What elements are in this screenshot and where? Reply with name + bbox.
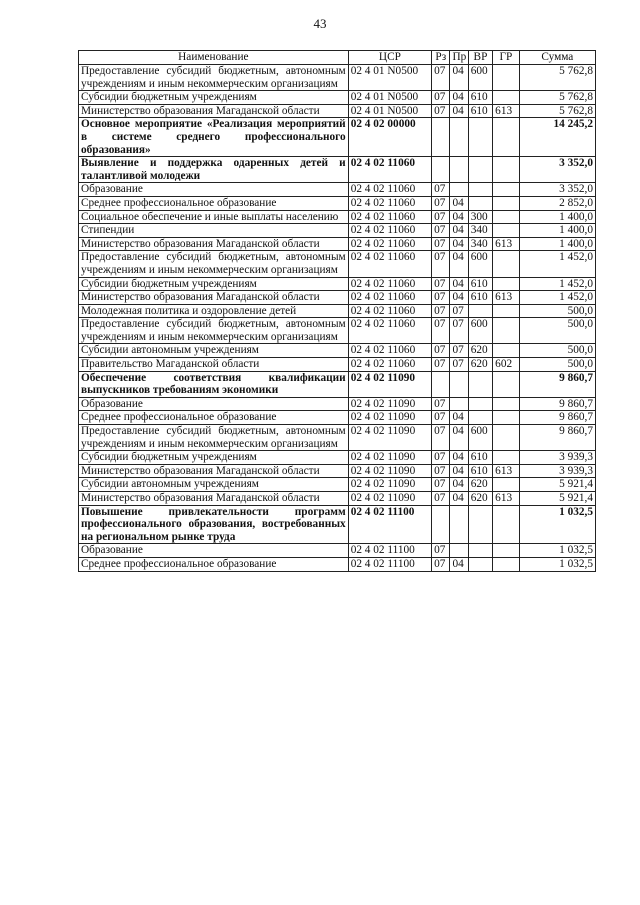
cell-sum: 9 860,7 xyxy=(519,425,595,451)
cell-csr: 02 4 02 00000 xyxy=(348,118,431,157)
cell-sum: 500,0 xyxy=(519,344,595,358)
cell-pr xyxy=(450,544,468,558)
cell-rz: 07 xyxy=(432,358,450,372)
table-row xyxy=(79,358,596,372)
cell-name: Основное мероприятие «Реализация мероприятий в системе среднего профессионального образования» xyxy=(79,118,349,157)
cell-gr xyxy=(493,277,519,291)
cell-gr: 613 xyxy=(493,492,519,506)
cell-vr: 620 xyxy=(468,344,492,358)
cell-sum: 1 452,0 xyxy=(519,277,595,291)
cell-name: Повышение привлекательности программ профессионального образования, востребованных на региональном рынке труда xyxy=(79,505,349,544)
cell-vr xyxy=(468,544,492,558)
cell-pr: 04 xyxy=(450,104,468,118)
cell-gr xyxy=(493,318,519,344)
cell-csr: 02 4 02 11060 xyxy=(348,196,431,210)
cell-csr: 02 4 02 11090 xyxy=(348,464,431,478)
cell-name: Обеспечение соответствия квалификации выпускников требованиям экономики xyxy=(79,371,349,397)
cell-sum: 5 762,8 xyxy=(519,104,595,118)
cell-rz: 07 xyxy=(432,277,450,291)
cell-gr xyxy=(493,397,519,411)
cell-sum: 500,0 xyxy=(519,318,595,344)
table-row xyxy=(79,318,596,344)
cell-pr xyxy=(450,157,468,183)
table-row xyxy=(79,397,596,411)
cell-vr: 620 xyxy=(468,358,492,372)
cell-gr xyxy=(493,210,519,224)
cell-sum: 1 032,5 xyxy=(519,544,595,558)
cell-sum: 2 852,0 xyxy=(519,196,595,210)
cell-csr: 02 4 02 11060 xyxy=(348,344,431,358)
table-row xyxy=(79,344,596,358)
cell-csr: 02 4 01 N0500 xyxy=(348,104,431,118)
table-row xyxy=(79,183,596,197)
cell-sum: 1 032,5 xyxy=(519,557,595,571)
cell-csr: 02 4 02 11090 xyxy=(348,478,431,492)
cell-sum: 9 860,7 xyxy=(519,411,595,425)
cell-pr xyxy=(450,371,468,397)
header-pr: Пр xyxy=(450,51,468,65)
cell-gr xyxy=(493,505,519,544)
cell-pr: 04 xyxy=(450,451,468,465)
cell-vr: 610 xyxy=(468,91,492,105)
cell-csr: 02 4 02 11060 xyxy=(348,157,431,183)
cell-pr: 04 xyxy=(450,411,468,425)
cell-sum: 500,0 xyxy=(519,304,595,318)
header-gr: ГР xyxy=(493,51,519,65)
cell-sum: 1 032,5 xyxy=(519,505,595,544)
cell-pr: 04 xyxy=(450,478,468,492)
cell-name: Министерство образования Магаданской области xyxy=(79,492,349,506)
cell-sum: 500,0 xyxy=(519,358,595,372)
table-row xyxy=(79,544,596,558)
cell-csr: 02 4 02 11090 xyxy=(348,451,431,465)
cell-gr xyxy=(493,157,519,183)
cell-pr: 04 xyxy=(450,210,468,224)
cell-rz: 07 xyxy=(432,344,450,358)
page-number: 43 xyxy=(313,16,327,31)
cell-sum: 3 352,0 xyxy=(519,183,595,197)
cell-rz: 07 xyxy=(432,65,450,91)
cell-vr xyxy=(468,304,492,318)
cell-pr: 04 xyxy=(450,91,468,105)
table-row xyxy=(79,104,596,118)
cell-vr: 600 xyxy=(468,425,492,451)
cell-gr xyxy=(493,425,519,451)
cell-pr: 04 xyxy=(450,196,468,210)
table-row xyxy=(79,505,596,544)
cell-gr xyxy=(493,196,519,210)
cell-csr: 02 4 02 11060 xyxy=(348,291,431,305)
cell-csr: 02 4 02 11060 xyxy=(348,251,431,277)
cell-gr xyxy=(493,344,519,358)
cell-pr: 07 xyxy=(450,318,468,344)
cell-rz: 07 xyxy=(432,451,450,465)
cell-rz: 07 xyxy=(432,411,450,425)
cell-sum: 14 245,2 xyxy=(519,118,595,157)
cell-name: Среднее профессиональное образование xyxy=(79,411,349,425)
cell-gr xyxy=(493,304,519,318)
header-name: Наименование xyxy=(79,51,349,65)
cell-rz xyxy=(432,157,450,183)
cell-pr: 04 xyxy=(450,464,468,478)
cell-sum: 3 939,3 xyxy=(519,451,595,465)
cell-vr: 620 xyxy=(468,478,492,492)
cell-gr xyxy=(493,411,519,425)
cell-pr: 04 xyxy=(450,291,468,305)
cell-name: Образование xyxy=(79,183,349,197)
cell-gr: 613 xyxy=(493,104,519,118)
table-row xyxy=(79,371,596,397)
cell-csr: 02 4 01 N0500 xyxy=(348,65,431,91)
table-row xyxy=(79,464,596,478)
cell-rz: 07 xyxy=(432,464,450,478)
cell-pr: 04 xyxy=(450,224,468,238)
cell-pr: 04 xyxy=(450,557,468,571)
cell-csr: 02 4 02 11060 xyxy=(348,277,431,291)
cell-csr: 02 4 02 11090 xyxy=(348,425,431,451)
cell-sum: 5 921,4 xyxy=(519,478,595,492)
cell-gr xyxy=(493,544,519,558)
cell-pr: 04 xyxy=(450,251,468,277)
cell-csr: 02 4 02 11060 xyxy=(348,318,431,344)
cell-vr xyxy=(468,183,492,197)
cell-gr: 613 xyxy=(493,237,519,251)
cell-vr: 600 xyxy=(468,65,492,91)
cell-name: Среднее профессиональное образование xyxy=(79,196,349,210)
cell-pr: 07 xyxy=(450,358,468,372)
cell-name: Министерство образования Магаданской области xyxy=(79,464,349,478)
cell-sum: 1 452,0 xyxy=(519,291,595,305)
cell-sum: 3 352,0 xyxy=(519,157,595,183)
table-row xyxy=(79,451,596,465)
cell-sum: 9 860,7 xyxy=(519,397,595,411)
cell-csr: 02 4 02 11090 xyxy=(348,371,431,397)
cell-sum: 1 452,0 xyxy=(519,251,595,277)
cell-gr: 613 xyxy=(493,291,519,305)
table-body xyxy=(79,65,596,572)
cell-vr xyxy=(468,196,492,210)
cell-pr: 04 xyxy=(450,277,468,291)
table-row xyxy=(79,157,596,183)
table-row xyxy=(79,478,596,492)
cell-gr xyxy=(493,251,519,277)
budget-table xyxy=(78,50,596,572)
cell-rz: 07 xyxy=(432,544,450,558)
cell-csr: 02 4 02 11090 xyxy=(348,492,431,506)
cell-name: Субсидии автономным учреждениям xyxy=(79,344,349,358)
table-row xyxy=(79,210,596,224)
table-row xyxy=(79,237,596,251)
table-row xyxy=(79,196,596,210)
cell-sum: 1 400,0 xyxy=(519,210,595,224)
cell-vr: 610 xyxy=(468,291,492,305)
table-row xyxy=(79,557,596,571)
table-row xyxy=(79,411,596,425)
cell-gr xyxy=(493,91,519,105)
cell-csr: 02 4 02 11090 xyxy=(348,397,431,411)
cell-rz: 07 xyxy=(432,196,450,210)
cell-name: Субсидии бюджетным учреждениям xyxy=(79,91,349,105)
table-row xyxy=(79,277,596,291)
cell-pr xyxy=(450,183,468,197)
cell-vr: 610 xyxy=(468,464,492,478)
cell-vr xyxy=(468,371,492,397)
cell-csr: 02 4 02 11100 xyxy=(348,544,431,558)
cell-vr xyxy=(468,505,492,544)
cell-name: Выявление и поддержка одаренных детей и талантливой молодежи xyxy=(79,157,349,183)
cell-vr xyxy=(468,397,492,411)
cell-rz: 07 xyxy=(432,492,450,506)
cell-gr: 613 xyxy=(493,464,519,478)
cell-csr: 02 4 02 11090 xyxy=(348,411,431,425)
cell-rz: 07 xyxy=(432,224,450,238)
header-rz: Рз xyxy=(432,51,450,65)
cell-vr xyxy=(468,411,492,425)
cell-gr xyxy=(493,65,519,91)
cell-rz: 07 xyxy=(432,478,450,492)
cell-rz: 07 xyxy=(432,237,450,251)
cell-rz: 07 xyxy=(432,183,450,197)
cell-rz: 07 xyxy=(432,425,450,451)
cell-gr xyxy=(493,371,519,397)
header-vr: ВР xyxy=(468,51,492,65)
table-row xyxy=(79,251,596,277)
cell-sum: 5 762,8 xyxy=(519,91,595,105)
cell-pr: 07 xyxy=(450,304,468,318)
cell-name: Министерство образования Магаданской области xyxy=(79,104,349,118)
cell-sum: 1 400,0 xyxy=(519,224,595,238)
cell-name: Предоставление субсидий бюджетным, автономным учреждениям и иным некоммерческим организациям xyxy=(79,318,349,344)
cell-name: Субсидии бюджетным учреждениям xyxy=(79,277,349,291)
cell-pr: 04 xyxy=(450,65,468,91)
cell-rz: 07 xyxy=(432,557,450,571)
cell-pr xyxy=(450,505,468,544)
cell-vr xyxy=(468,157,492,183)
table-row xyxy=(79,425,596,451)
cell-csr: 02 4 02 11100 xyxy=(348,505,431,544)
cell-name: Социальное обеспечение и иные выплаты населению xyxy=(79,210,349,224)
cell-name: Образование xyxy=(79,544,349,558)
cell-pr xyxy=(450,397,468,411)
cell-vr: 340 xyxy=(468,224,492,238)
cell-pr xyxy=(450,118,468,157)
cell-pr: 04 xyxy=(450,492,468,506)
cell-name: Предоставление субсидий бюджетным, автономным учреждениям и иным некоммерческим организациям xyxy=(79,251,349,277)
cell-name: Правительство Магаданской области xyxy=(79,358,349,372)
cell-rz: 07 xyxy=(432,91,450,105)
cell-rz: 07 xyxy=(432,291,450,305)
cell-vr: 610 xyxy=(468,451,492,465)
cell-csr: 02 4 02 11060 xyxy=(348,224,431,238)
cell-vr xyxy=(468,557,492,571)
cell-rz xyxy=(432,118,450,157)
cell-csr: 02 4 02 11060 xyxy=(348,358,431,372)
table-row xyxy=(79,492,596,506)
cell-vr: 610 xyxy=(468,277,492,291)
cell-rz xyxy=(432,371,450,397)
cell-name: Министерство образования Магаданской области xyxy=(79,237,349,251)
cell-name: Предоставление субсидий бюджетным, автономным учреждениям и иным некоммерческим организациям xyxy=(79,65,349,91)
cell-sum: 5 921,4 xyxy=(519,492,595,506)
table-row xyxy=(79,91,596,105)
cell-rz: 07 xyxy=(432,104,450,118)
cell-sum: 5 762,8 xyxy=(519,65,595,91)
cell-name: Предоставление субсидий бюджетным, автономным учреждениям и иным некоммерческим организациям xyxy=(79,425,349,451)
table-row xyxy=(79,65,596,91)
cell-name: Среднее профессиональное образование xyxy=(79,557,349,571)
cell-name: Стипендии xyxy=(79,224,349,238)
cell-gr xyxy=(493,224,519,238)
cell-sum: 1 400,0 xyxy=(519,237,595,251)
cell-rz: 07 xyxy=(432,210,450,224)
cell-gr xyxy=(493,183,519,197)
table-row xyxy=(79,118,596,157)
cell-rz: 07 xyxy=(432,397,450,411)
cell-gr xyxy=(493,451,519,465)
cell-rz: 07 xyxy=(432,318,450,344)
cell-sum: 3 939,3 xyxy=(519,464,595,478)
cell-vr xyxy=(468,118,492,157)
cell-sum: 9 860,7 xyxy=(519,371,595,397)
cell-name: Образование xyxy=(79,397,349,411)
cell-vr: 610 xyxy=(468,104,492,118)
cell-name: Министерство образования Магаданской области xyxy=(79,291,349,305)
table-header-row xyxy=(79,51,596,65)
cell-pr: 04 xyxy=(450,425,468,451)
header-csr: ЦСР xyxy=(348,51,431,65)
cell-vr: 340 xyxy=(468,237,492,251)
cell-vr: 620 xyxy=(468,492,492,506)
cell-csr: 02 4 02 11060 xyxy=(348,237,431,251)
cell-vr: 600 xyxy=(468,251,492,277)
cell-rz xyxy=(432,505,450,544)
cell-pr: 07 xyxy=(450,344,468,358)
cell-rz: 07 xyxy=(432,304,450,318)
table-row xyxy=(79,224,596,238)
cell-gr xyxy=(493,118,519,157)
table-row xyxy=(79,291,596,305)
cell-pr: 04 xyxy=(450,237,468,251)
cell-csr: 02 4 02 11060 xyxy=(348,210,431,224)
cell-vr: 600 xyxy=(468,318,492,344)
cell-vr: 300 xyxy=(468,210,492,224)
cell-csr: 02 4 02 11060 xyxy=(348,304,431,318)
cell-csr: 02 4 01 N0500 xyxy=(348,91,431,105)
table-row xyxy=(79,304,596,318)
header-sum: Сумма xyxy=(519,51,595,65)
cell-gr xyxy=(493,478,519,492)
cell-name: Субсидии бюджетным учреждениям xyxy=(79,451,349,465)
cell-gr: 602 xyxy=(493,358,519,372)
cell-name: Молодежная политика и оздоровление детей xyxy=(79,304,349,318)
cell-gr xyxy=(493,557,519,571)
cell-csr: 02 4 02 11060 xyxy=(348,183,431,197)
cell-csr: 02 4 02 11100 xyxy=(348,557,431,571)
cell-name: Субсидии автономным учреждениям xyxy=(79,478,349,492)
cell-rz: 07 xyxy=(432,251,450,277)
